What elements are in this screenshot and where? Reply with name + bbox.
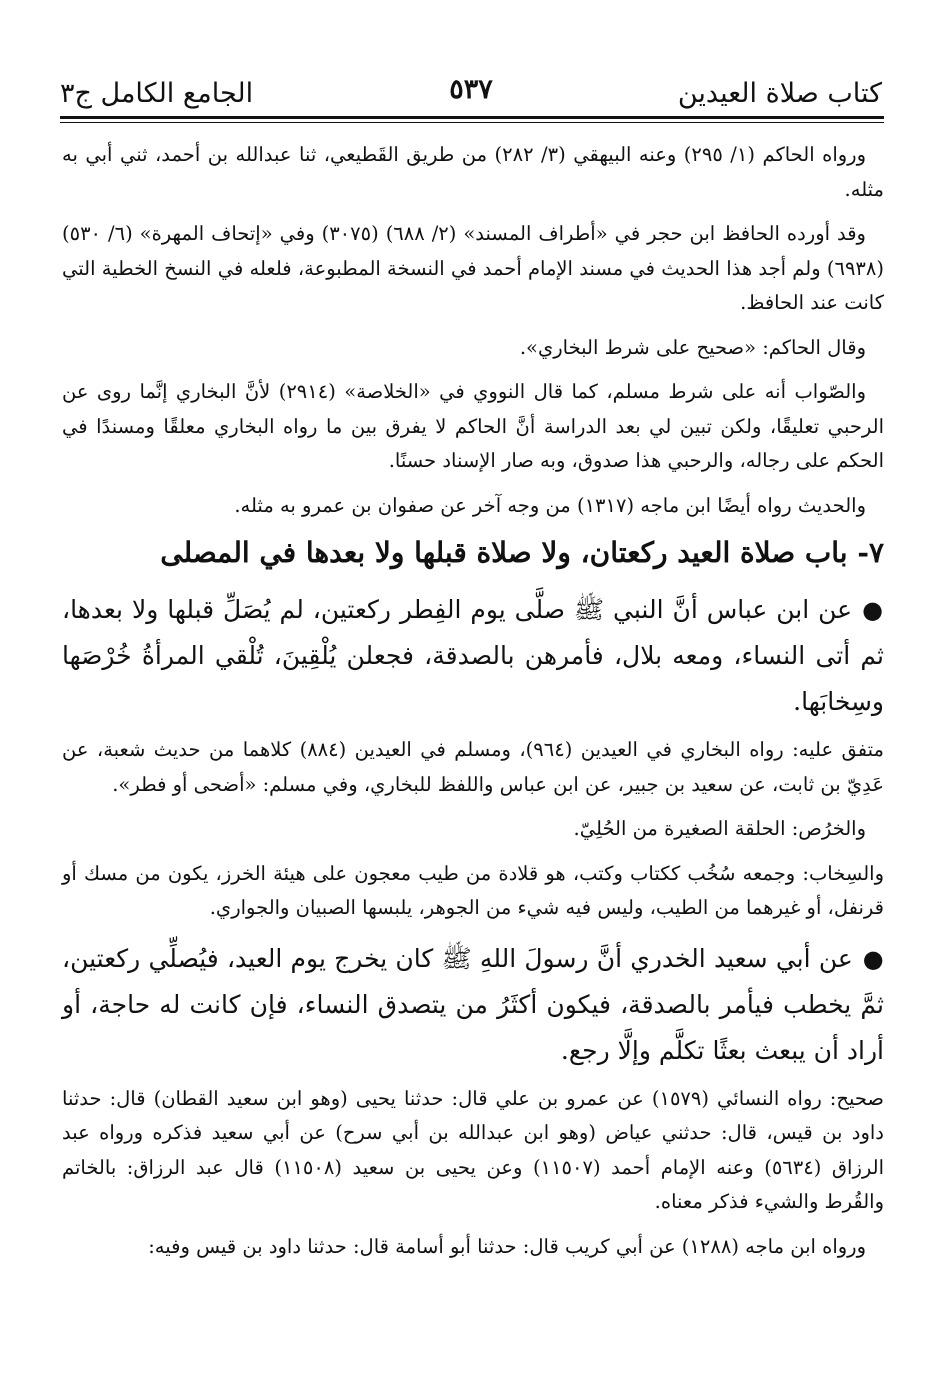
book-title: الجامع الكامل ج٣ [60, 78, 254, 109]
bullet-icon: ● [862, 944, 884, 973]
takhrij-note: متفق عليه: رواه البخاري في العيدين (٩٦٤)، ومسلم في العيدين (٨٨٤) كلاهما من حديث شعبة، عن عَدِيّ بن ثابت، عن سعيد بن جبير، عن ابن عباس واللفظ للبخاري، وفي مسلم: «أضحى أو فطر». [62, 738, 885, 796]
hadith-text [62, 587, 884, 725]
paragraph: والصّواب أنه على شرط مسلم، كما قال النووي في «الخلاصة» (٢٩١٤) لأنَّ البخاري إنَّما روى عن الرحبي تعليقًا، ولكن تبين لي بعد الدراسة أنَّ الحاكم لا يفرق بين ما رواه البخاري معلقًا ومسندًا في الحكم على رجاله، والرحبي هذا صدوق، وبه صار الإسناد حسنًا. [62, 380, 884, 472]
chapter-title: كتاب صلاة العيدين [677, 78, 882, 109]
definition-note: والخرُص: الحلقة الصغيرة من الحُلِيّ. [573, 817, 866, 840]
page-number: ٥٣٧ [449, 74, 493, 105]
page-header [60, 74, 882, 114]
section-heading: ٧- باب صلاة العيد ركعتان، ولا صلاة قبلها ولا بعدها في المصلى [160, 536, 884, 569]
takhrij-note: صحيح: رواه النسائي (١٥٧٩) عن عمرو بن علي قال: حدثنا يحيى (وهو ابن سعيد القطان) قال: حدثنا داود بن قيس، قال: حدثني عياض (وهو ابن عبدالله بن أبي سرح) عن أبي سعيد فذكره ورواه عبد الرزاق (٥٦٣٤) وعنه الإمام أحمد (١١٥٠٧) وعن يحيى بن سعيد (١١٥٠٨) قال عبد الرزاق: بالخاتم والقُرط والشيء فذكر معناه. [62, 1086, 884, 1213]
header-rule-thick [60, 116, 884, 119]
paragraph: والحديث رواه أيضًا ابن ماجه (١٣١٧) من وجه آخر عن صفوان بن عمرو به مثله. [234, 493, 866, 517]
hadith-body: عن ابن عباس أنَّ النبي ﷺ صلَّى يوم الفِطر ركعتين، لم يُصَلِّ قبلها ولا بعدها، ثم أتى النساء، ومعه بلال، فأمرهن بالصدقة، فجعلن يُلْقِينَ، تُلْقي المرأةُ خُرْصَها وسِخابَها. [62, 595, 884, 716]
paragraph: ورواه الحاكم (١/ ٢٩٥) وعنه البيهقي (٣/ ٢٨٢) من طريق القَطيعي، ثنا عبدالله بن أحمد، ثني أبي به مثله. [62, 143, 884, 201]
hadith-body: عن أبي سعيد الخدري أنَّ رسولَ اللهِ ﷺ كان يخرج يوم العيد، فيُصلِّي ركعتين، ثمَّ يخطب فيأمر بالصدقة، فيكون أكثَرُ من يتصدق النساء، فإن كانت له حاجة، أو أراد أن يبعث بعثًا تكلَّم وإلَّا رجع. [62, 943, 884, 1065]
bullet-icon: ● [862, 596, 884, 624]
definition-note: والسِخاب: وجمعه سُخُب ككتاب وكتب، هو قلادة من طيب معجون على هيئة الخرز، يكون من مسك أو قرنفل، أو غيرهما من الطيب، وليس فيه شيء من الجوهر، يلبسها الصبيان والجواري. [62, 861, 884, 919]
page-body [62, 138, 884, 1274]
header-rule-thin [60, 122, 884, 123]
paragraph: وقال الحاكم: «صحيح على شرط البخاري». [519, 335, 866, 359]
paragraph: وقد أورده الحافظ ابن حجر في «أطراف المسند» (٢/ ٦٨٨) (٣٠٧٥) وفي «إتحاف المهرة» (٦/ ٥٣٠) (٦٩٣٨) ولم أجد هذا الحديث في مسند الإمام أحمد في النسخة المطبوعة، فلعله في النسخ الخطية التي كانت عند الحافظ. [62, 222, 884, 314]
takhrij-note: ورواه ابن ماجه (١٢٨٨) عن أبي كريب قال: حدثنا أبو أسامة قال: حدثنا داود بن قيس وفيه: [148, 1234, 866, 1258]
hadith-text [62, 936, 884, 1074]
